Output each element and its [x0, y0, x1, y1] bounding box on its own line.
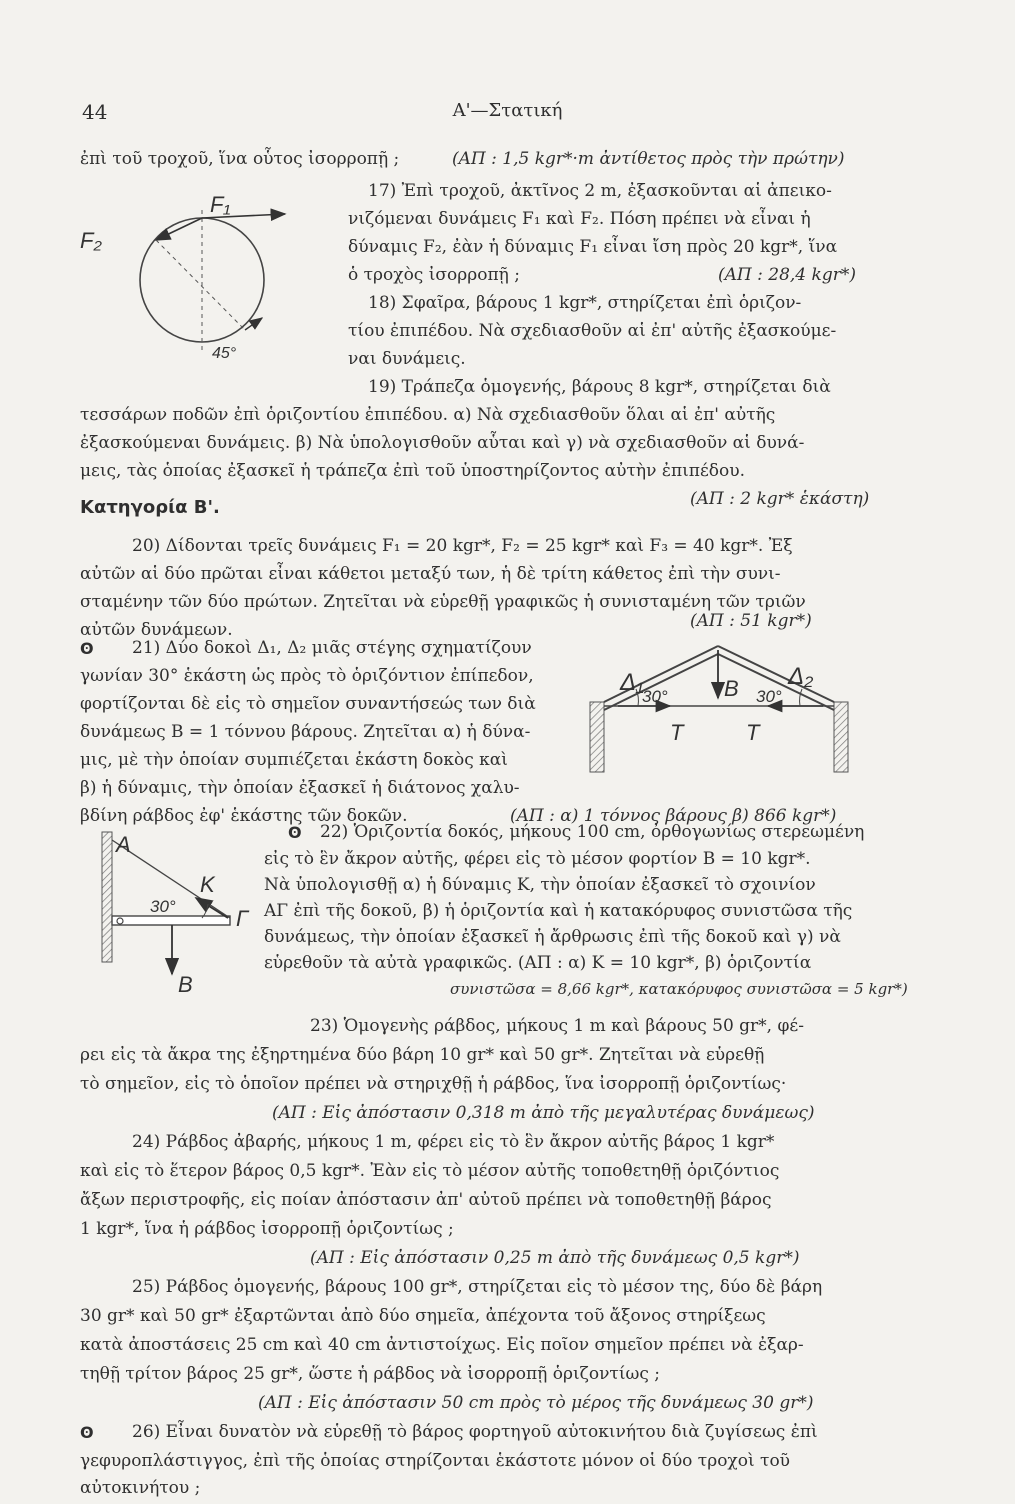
problem-23-answer: (ΑΠ : Εἰς ἀπόστασιν 0,318 m ἀπὸ τῆς μεγαλυτέρας δυνάμεως): [272, 1103, 815, 1123]
label-angle: 45°: [212, 345, 237, 362]
label-b: B: [724, 676, 739, 701]
problem-17-line-1: 17) Ἐπὶ τροχοῦ, ἀκτῖνος 2 m, ἐξασκοῦνται αἱ ἀπεικο-: [368, 181, 832, 201]
label-angle-right: 30°: [756, 687, 782, 706]
problem-21-line-1: 21) Δύο δοκοὶ Δ₁, Δ₂ μιᾶς στέγης σχηματίζουν: [132, 638, 532, 658]
wall: [102, 832, 112, 962]
label-a: A: [116, 832, 131, 857]
problem-17-line-2: νιζόμεναι δυνάμεις F₁ καὶ F₂. Πόση πρέπει νὰ εἶναι ἡ: [348, 209, 811, 229]
problem-26-line-3: αὐτοκινήτου ;: [80, 1478, 201, 1498]
problem-23-line-3: τὸ σημεῖον, εἰς τὸ ὁποῖον πρέπει νὰ στηριχθῇ ἡ ράβδος, ἵνα ἰσορροπῇ ὁριζοντίως·: [80, 1074, 787, 1094]
label-t-left: T: [670, 720, 684, 745]
force-k-arrow: [196, 898, 228, 918]
problem-22-line-5: δυνάμεως, τὴν ὁποίαν ἐξασκεῖ ἡ ἄρθρωσις ἐπὶ τῆς δοκοῦ καὶ γ) νὰ: [264, 927, 841, 947]
problem-19-answer: (ΑΠ : 2 kgr* ἑκάστη): [690, 489, 870, 509]
label-angle-left: 30°: [642, 687, 668, 706]
label-g: Γ: [236, 906, 249, 931]
page-number: 44: [82, 100, 108, 124]
problem-20-line-2: αὐτῶν αἱ δύο πρῶται εἶναι κάθετοι μεταξύ των, ἡ δὲ τρίτη κάθετος ἐπὶ τὴν συνι-: [80, 564, 781, 584]
problem-25-line-3: κατὰ ἀποστάσεις 25 cm καὶ 40 cm ἀντιστοίχως. Εἰς ποῖον σημεῖον πρέπει νὰ ἐξαρ-: [80, 1335, 804, 1355]
problem-18-line-1: 18) Σφαῖρα, βάρους 1 kgr*, στηρίζεται ἐπὶ ὁριζον-: [368, 293, 802, 313]
problem-25-answer: (ΑΠ : Εἰς ἀπόστασιν 50 cm πρὸς τὸ μέρος τῆς δυνάμεως 30 gr*): [258, 1393, 814, 1413]
problem-22-line-6: εὑρεθοῦν τὰ αὐτὰ γραφικῶς. (ΑΠ : α) K = 10 kgr*, β) ὁριζοντία: [264, 953, 812, 973]
beam-diagram: [100, 826, 260, 996]
left-wall: [590, 702, 604, 772]
problem-21-line-4: δυνάμεως B = 1 τόννου βάρους. Ζητεῖται α) ἡ δύνα-: [80, 722, 531, 742]
problem-16-answer: (ΑΠ : 1,5 kgr*·m ἀντίθετος πρὸς τὴν πρώτην): [452, 149, 845, 169]
problem-17-line-3: δύναμις F₂, ἐὰν ἡ δύναμις F₁ εἶναι ἴση πρὸς 20 kgr*, ἵνα: [348, 237, 838, 257]
problem-26-mark: ʘ: [80, 1423, 94, 1442]
problem-24-line-2: καὶ εἰς τὸ ἕτερον βάρος 0,5 kgr*. Ἐὰν εἰς τὸ μέσον αὐτῆς τοποθετηθῇ ὁριζόντιος: [80, 1161, 780, 1181]
problem-21-line-3: φορτίζονται δὲ εἰς τὸ σημεῖον συναντήσεώς των διὰ: [80, 694, 536, 714]
angle-arrow: [245, 318, 262, 330]
problem-19-line-3: ἐξασκούμεναι δυνάμεις. β) Νὰ ὑπολογισθοῦν αὗται καὶ γ) νὰ σχεδιασθοῦν αἱ δυνά-: [80, 433, 805, 453]
problem-18-line-3: ναι δυνάμεις.: [348, 349, 466, 369]
problem-16-tail: ἐπὶ τοῦ τροχοῦ, ἵνα οὗτος ἰσορροπῇ ;: [80, 149, 400, 169]
label-d2: Δ₂: [788, 663, 814, 690]
problem-20-line-1: 20) Δίδονται τρεῖς δυνάμεις F₁ = 20 kgr*, F₂ = 25 kgr* καὶ F₃ = 40 kgr*. Ἐξ: [132, 536, 793, 556]
problem-22-line-4: ΑΓ ἐπὶ τῆς δοκοῦ, β) ἡ ὁριζοντία καὶ ἡ κατακόρυφος συνιστῶσα τῆς: [264, 901, 853, 921]
label-f1: F₁: [210, 192, 231, 217]
problem-19-line-1: 19) Τράπεζα ὁμογενής, βάρους 8 kgr*, στηρίζεται διὰ: [368, 377, 831, 397]
problem-22-line-1: 22) Ὁριζοντία δοκός, μήκους 100 cm, ὀρθογωνίως στερεωμένη: [320, 822, 865, 842]
label-angle: 30°: [150, 897, 176, 916]
problem-18-line-2: τίου ἐπιπέδου. Νὰ σχεδιασθοῦν αἱ ἐπ' αὐτῆς ἐξασκούμε-: [348, 321, 837, 341]
problem-20-line-4: αὐτῶν δυνάμεων.: [80, 620, 233, 640]
label-f2: F₂: [80, 228, 102, 253]
problem-21-line-2: γωνίαν 30° ἑκάστη ὡς πρὸς τὸ ὁριζόντιον ἐπίπεδον,: [80, 666, 534, 686]
roof-truss-diagram: [578, 640, 863, 790]
figure-beam: [100, 826, 260, 996]
right-wall: [834, 702, 848, 772]
problem-24-line-4: 1 kgr*, ἵνα ἡ ράβδος ἰσορροπῇ ὁριζοντίως ;: [80, 1219, 454, 1239]
problem-25-line-2: 30 gr* καὶ 50 gr* ἐξαρτῶνται ἀπὸ δύο σημεῖα, ἀπέχοντα τοῦ ἄξονος στηρίξεως: [80, 1306, 766, 1326]
problem-21-mark: ʘ: [80, 639, 94, 658]
problem-22-line-2: εἰς τὸ ἓν ἄκρον αὐτῆς, φέρει εἰς τὸ μέσον φορτίον B = 10 kgr*.: [264, 849, 811, 869]
problem-21-answer: (ΑΠ : α) 1 τόννος βάρους β) 866 kgr*): [510, 806, 837, 826]
problem-24-line-3: ἄξων περιστροφῆς, εἰς ποίαν ἀπόστασιν ἀπ' αὐτοῦ πρέπει νὰ τοποθετηθῇ βάρος: [80, 1190, 772, 1210]
problem-22-line-3: Νὰ ὑπολογισθῇ α) ἡ δύναμις K, τὴν ὁποίαν ἐξασκεῖ τὸ σχοινίον: [264, 875, 816, 895]
running-header: Α'—Στατική: [452, 100, 563, 121]
problem-17-line-4: ὁ τροχὸς ἰσορροπῇ ;: [348, 265, 520, 285]
figure-wheel: [80, 190, 280, 370]
figure-roof-truss: [578, 640, 863, 790]
wheel-diagram: [80, 190, 280, 370]
problem-23-line-1: 23) Ὁμογενὴς ράβδος, μήκους 1 m καὶ βάρους 50 gr*, φέ-: [310, 1016, 804, 1036]
problem-21-line-6: β) ἡ δύναμις, τὴν ὁποίαν ἐξασκεῖ ἡ διάτονος χαλυ-: [80, 778, 520, 798]
problem-21-line-7: βδίνη ράβδος ἐφ' ἑκάστης τῶν δοκῶν.: [80, 806, 408, 826]
label-d1: Δ₁: [620, 669, 644, 696]
problem-19-line-4: μεις, τὰς ὁποίας ἐξασκεῖ ἡ τράπεζα ἐπὶ τοῦ ὑποστηρίζοντος αὐτὴν ἐπιπέδου.: [80, 461, 745, 481]
problem-24-line-1: 24) Ράβδος ἀβαρής, μήκους 1 m, φέρει εἰς τὸ ἓν ἄκρον αὐτῆς βάρος 1 kgr*: [132, 1132, 775, 1152]
problem-22-answer: συνιστῶσα = 8,66 kgr*, κατακόρυφος συνιστῶσα = 5 kgr*): [450, 980, 908, 998]
force-f2-arrow: [156, 218, 202, 240]
problem-20-answer: (ΑΠ : 51 kgr*): [690, 611, 812, 631]
label-t-right: T: [746, 720, 760, 745]
problem-26-line-1: 26) Εἶναι δυνατὸν νὰ εὑρεθῇ τὸ βάρος φορτηγοῦ αὐτοκινήτου διὰ ζυγίσεως ἐπὶ: [132, 1422, 818, 1442]
category-heading: Κατηγορία Β'.: [80, 497, 220, 518]
problem-21-line-5: μις, μὲ τὴν ὁποίαν συμπιέζεται ἑκάστη δοκὸς καὶ: [80, 750, 508, 770]
problem-17-answer: (ΑΠ : 28,4 kgr*): [718, 265, 856, 285]
problem-23-line-2: ρει εἰς τὰ ἄκρα της ἐξηρτημένα δύο βάρη 10 gr* καὶ 50 gr*. Ζητεῖται νὰ εὑρεθῇ: [80, 1045, 765, 1065]
problem-20-line-3: σταμένην τῶν δύο πρώτων. Ζητεῖται νὰ εὑρεθῇ γραφικῶς ἡ συνισταμένη τῶν τριῶν: [80, 592, 806, 612]
label-b: B: [178, 972, 193, 997]
problem-26-line-2: γεφυροπλάστιγγος, ἐπὶ τῆς ὁποίας στηρίζονται ἑκάστοτε μόνον οἱ δύο τροχοὶ τοῦ: [80, 1451, 791, 1471]
problem-22-mark: ʘ: [288, 823, 302, 842]
label-k: K: [200, 872, 215, 897]
horizontal-beam: [112, 916, 230, 925]
problem-25-line-1: 25) Ράβδος ὁμογενής, βάρους 100 gr*, στηρίζεται εἰς τὸ μέσον της, δύο δὲ βάρη: [132, 1277, 823, 1297]
radius-line: [156, 240, 245, 330]
problem-25-line-4: τηθῇ τρίτον βάρος 25 gr*, ὥστε ἡ ράβδος νὰ ἰσορροπῇ ὁριζοντίως ;: [80, 1364, 661, 1384]
problem-19-line-2: τεσσάρων ποδῶν ἐπὶ ὁριζοντίου ἐπιπέδου. α) Νὰ σχεδιασθοῦν ὅλαι αἱ ἐπ' αὐτῆς: [80, 405, 776, 425]
problem-24-answer: (ΑΠ : Εἰς ἀπόστασιν 0,25 m ἀπὸ τῆς δυνάμεως 0,5 kgr*): [310, 1248, 800, 1268]
